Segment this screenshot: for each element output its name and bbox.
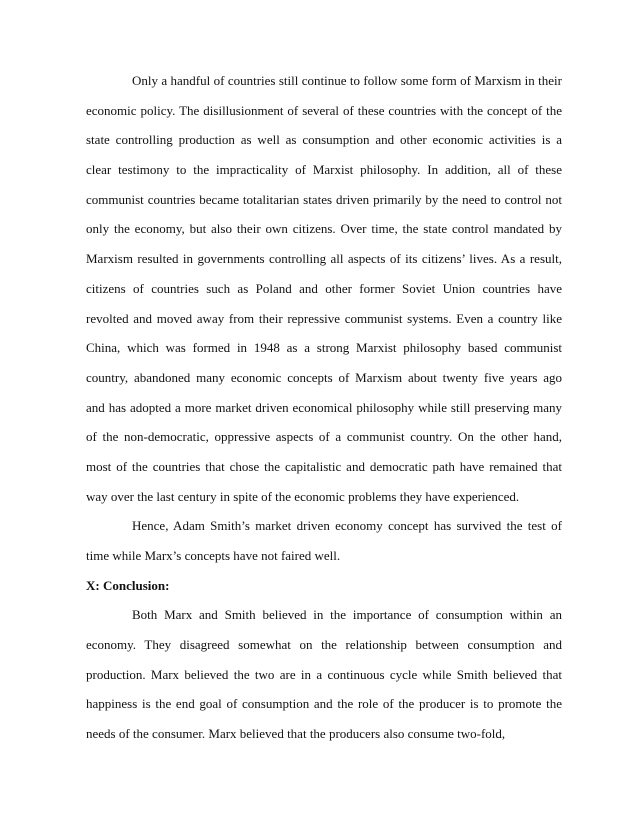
paragraph-line: and has adopted a more market driven economical philosophy while still preserving many <box>86 399 562 415</box>
paragraph-line: clear testimony to the impracticality of Marxist philosophy. In addition, all of these <box>86 162 562 178</box>
paragraph-line: China, which was formed in 1948 as a strong Marxist philosophy based communist <box>86 340 562 356</box>
paragraph-line: way over the last century in spite of the economic problems they have experienced. <box>86 488 520 504</box>
paragraph-line: Marxism resulted in governments controlling all aspects of its citizens’ lives. As a result, <box>86 251 562 267</box>
paragraph-line: state controlling production as well as consumption and other economic activities is a <box>86 132 562 148</box>
paragraph-line: Only a handful of countries still continue to follow some form of Marxism in their <box>132 73 562 88</box>
paragraph-line: happiness is the end goal of consumption and the role of the producer is to promote the <box>86 696 562 712</box>
paragraph-line: of the non-democratic, oppressive aspects of a communist country. On the other hand, <box>86 429 562 445</box>
paragraph-line: economic policy. The disillusionment of several of these countries with the concept of the <box>86 102 562 118</box>
document-body <box>86 66 562 749</box>
paragraph-line: needs of the consumer. Marx believed that the producers also consume two-fold, <box>86 726 506 742</box>
paragraph-line: citizens of countries such as Poland and other former Soviet Union countries have <box>86 280 562 296</box>
paragraph-line: Hence, Adam Smith’s market driven economy concept has survived the test of <box>132 518 562 534</box>
paragraph-line: most of the countries that chose the capitalistic and democratic path have remained that <box>86 458 562 474</box>
paragraph-line: economy. They disagreed somewhat on the relationship between consumption and <box>86 637 562 653</box>
paragraph-line: revolted and moved away from their repressive communist systems. Even a country like <box>86 310 562 326</box>
paragraph-line: communist countries became totalitarian states driven primarily by the need to control not <box>86 191 562 207</box>
section-heading: X: Conclusion: <box>86 577 170 593</box>
paragraph-line: production. Marx believed the two are in a continuous cycle while Smith believed that <box>86 666 562 682</box>
paragraph-line: time while Marx’s concepts have not faired well. <box>86 548 341 563</box>
paragraph-line: country, abandoned many economic concepts of Marxism about twenty five years ago <box>86 369 562 385</box>
paragraph-line: only the economy, but also their own citizens. Over time, the state control mandated by <box>86 221 562 237</box>
paragraph-line: Both Marx and Smith believed in the importance of consumption within an <box>132 607 562 623</box>
